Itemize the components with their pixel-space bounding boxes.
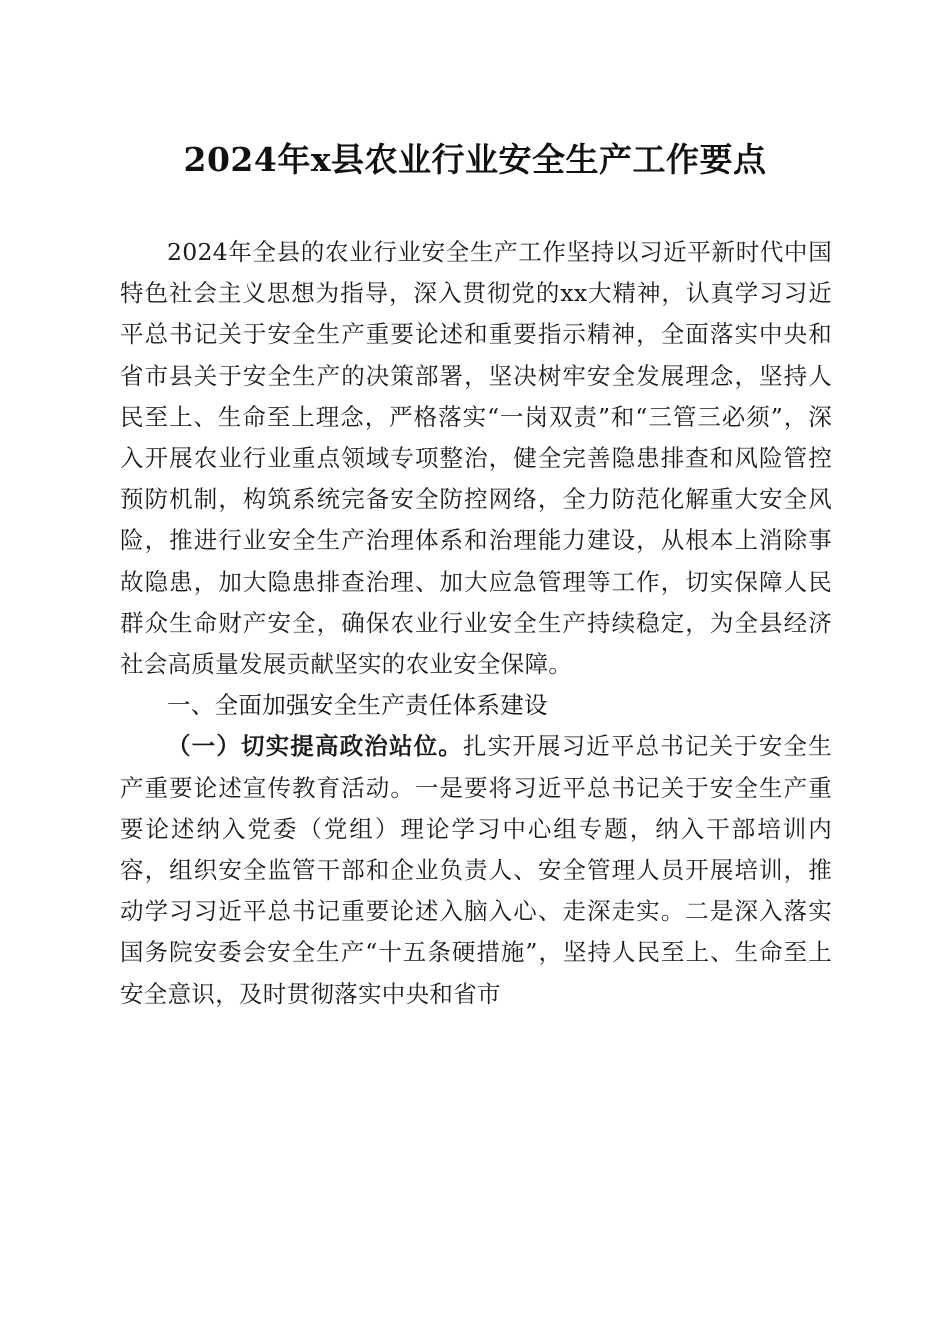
section-item-text: 扎实开展习近平总书记关于安全生产重要论述宣传教育活动。一是要将习近平总书记关于安全生产重要论述纳入党委（党组）理论学习中心组专题，纳入干部培训内容，组织安全监管干部和企业负责人、安全管理人员开展培训，推动学习习近平总书记重要论述入脑入心、走深走实。二是深入落实国务院安委会安全生产“十五条硬措施”，坚持人民至上、生命至上安全意识，及时贯彻落实中央和省市 xyxy=(120,732,832,1008)
section-heading: 一、全面加强安全生产责任体系建设 xyxy=(167,691,548,720)
intro-paragraph: 2024年全县的农业行业安全生产工作坚持以习近平新时代中国特色社会主义思想为指导，深入贯彻党的xx大精神，认真学习习近平总书记关于安全生产重要论述和重要指示精神，全面落实中央和省市县关于安全生产的决策部署，坚决树牢安全发展理念，坚持人民至上、生命至上理念，严格落实“一岗双责”和“三管三必须”，深入开展农业行业重点领域专项整治，健全完善隐患排查和风险管控预防机制，构筑系统完备安全防控网络，全力防范化解重大安全风险，推进行业安全生产治理体系和治理能力建设，从根本上消除事故隐患，加大隐患排查治理、加大应急管理等工作，切实保障人民群众生命财产安全，确保农业行业安全生产持续稳定，为全县经济社会高质量发展贡献坚实的农业安全保障。 xyxy=(120,238,832,679)
section-item-title: （一）切实提高政治站位。 xyxy=(167,732,463,761)
document-body xyxy=(120,232,832,1015)
document-title: 2024年x县农业行业安全生产工作要点 xyxy=(183,140,767,179)
section-item-paragraph xyxy=(120,726,832,1014)
